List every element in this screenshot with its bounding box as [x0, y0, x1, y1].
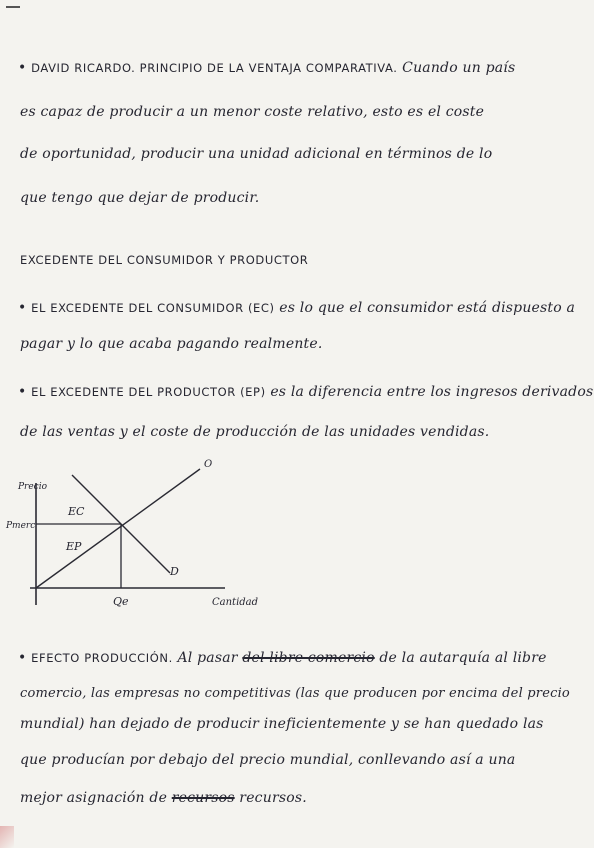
line-text: mejor asignación de	[20, 790, 172, 806]
price-tick-label: Pmerc	[6, 521, 36, 531]
line-text: es la diferencia entre los ingresos derivados	[265, 384, 594, 400]
heading-ricardo: DAVID RICARDO. PRINCIPIO DE LA VENTAJA COMPARATIVA.	[31, 61, 398, 75]
crossed-out-text: recursos	[171, 790, 235, 806]
crossed-out-text: del libre comercio	[242, 650, 375, 666]
bullet: •	[18, 300, 32, 316]
note-line-ep	[18, 384, 593, 400]
line-text: Al pasar	[172, 650, 243, 666]
note-line-1	[18, 60, 515, 76]
bullet: •	[18, 384, 32, 400]
term-ec: EL EXCEDENTE DEL CONSUMIDOR (EC)	[31, 301, 275, 315]
consumer-surplus-label: EC	[68, 505, 85, 518]
heading-excedente: EXCEDENTE DEL CONSUMIDOR Y PRODUCTOR	[20, 253, 309, 267]
line-text: Cuando un país	[397, 60, 516, 76]
line-text: de la autarquía al libre	[374, 650, 547, 666]
note-line-4: que tengo que dejar de producir.	[20, 190, 260, 206]
line-text: es lo que el consumidor está dispuesto a	[274, 300, 576, 316]
supply-label: O	[204, 459, 213, 470]
heading-efecto-produccion: EFECTO PRODUCCIÓN.	[31, 651, 173, 665]
note-line-efecto-2: comercio, las empresas no competitivas (las que producen por encima del precio	[20, 686, 570, 701]
quantity-tick-label: Qe	[113, 595, 129, 608]
note-line-efecto-4: que producían por debajo del precio mundial, conllevando así a una	[20, 752, 516, 768]
surplus-graph	[0, 455, 300, 620]
y-axis-label: Precio	[18, 482, 48, 492]
page-stain	[0, 826, 14, 848]
note-line-efecto-5	[20, 790, 307, 806]
note-line-ec	[18, 300, 575, 316]
term-ep: EL EXCEDENTE DEL PRODUCTOR (EP)	[31, 385, 266, 399]
note-line-efecto	[18, 650, 547, 666]
demand-label: D	[170, 565, 179, 578]
bullet: •	[18, 650, 32, 666]
line-text: recursos.	[234, 790, 307, 806]
producer-surplus-label: EP	[66, 540, 82, 553]
note-line-ep-2: de las ventas y el coste de producción de las unidades vendidas.	[20, 424, 490, 440]
note-line-efecto-3: mundial) han dejado de producir ineficientemente y se han quedado las	[20, 716, 544, 732]
bullet: •	[18, 60, 32, 76]
note-line-2: es capaz de producir a un menor coste relativo, esto es el coste	[20, 104, 485, 120]
section-heading-excedente	[20, 252, 308, 268]
corner-mark	[6, 6, 20, 8]
note-line-ec-2: pagar y lo que acaba pagando realmente.	[20, 336, 323, 352]
note-line-3: de oportunidad, producir una unidad adicional en términos de lo	[20, 146, 493, 162]
x-axis-label: Cantidad	[212, 597, 259, 608]
